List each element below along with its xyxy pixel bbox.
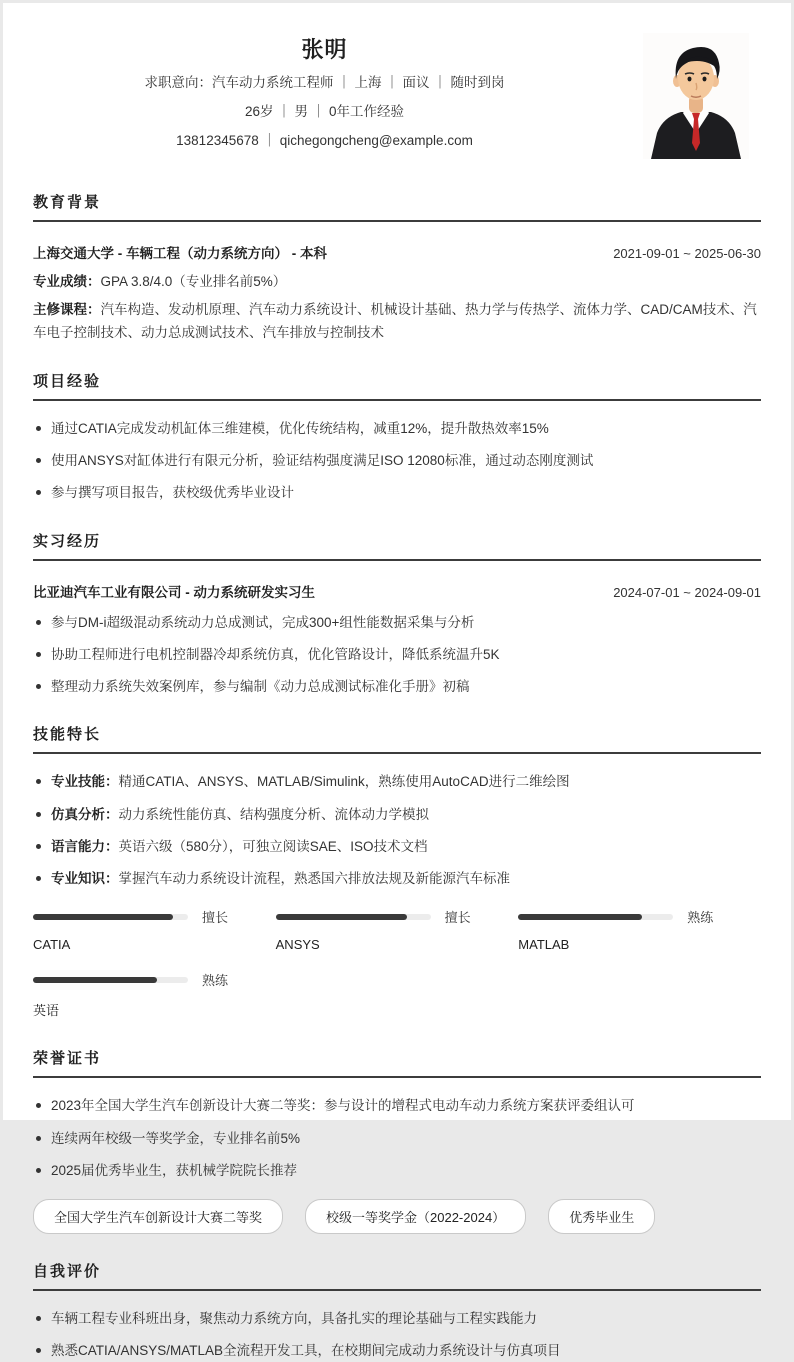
bar-fill	[33, 977, 157, 983]
contact-line: 13812345678 ｜ qichegongcheng@example.com	[176, 132, 473, 148]
profile-photo	[643, 33, 749, 159]
bar-fill	[518, 914, 642, 920]
section-education	[33, 191, 761, 344]
projects-title: 项目经验	[33, 370, 761, 401]
internship-bullet: 整理动力系统失效案例库，参与编制《动力总成测试标准化手册》初稿	[33, 677, 761, 697]
bar-skill-name: CATIA	[33, 937, 71, 953]
courses-value: 汽车构造、发动机原理、汽车动力系统设计、机械设计基础、热力学与传热学、流体力学、CAD/CAM技术、汽车电子控制技术、动力总成测试技术、汽车排放与控制技术	[33, 302, 757, 340]
skill-bullet: 专业技能：精通CATIA、ANSYS、MATLAB/Simulink，熟练使用AutoCAD进行二维绘图	[33, 772, 761, 792]
education-title: 教育背景	[33, 191, 761, 222]
honors-title: 荣誉证书	[33, 1047, 761, 1078]
bar-level-label: 熟练	[202, 973, 229, 989]
section-skills	[33, 723, 761, 1037]
honor-tag: 全国大学生汽车创新设计大赛二等奖	[33, 1199, 283, 1234]
section-internship	[33, 530, 761, 698]
skill-bar-catia	[33, 907, 276, 952]
education-gpa-line	[33, 271, 761, 293]
project-bullet: 通过CATIA完成发动机缸体三维建模，优化传统结构，减重12%，提升散热效率15%	[33, 419, 761, 439]
internship-date-range: 2024-07-01 ~ 2024-09-01	[613, 584, 761, 600]
self-evaluation-bullet: 车辆工程专业科班出身，聚焦动力系统方向，具备扎实的理论基础与工程实践能力	[33, 1309, 761, 1329]
internship-bullet: 参与DM-i超级混动系统动力总成测试，完成300+组性能数据采集与分析	[33, 613, 761, 633]
skill-bar-ansys	[276, 907, 519, 952]
education-date-range: 2021-09-01 ~ 2025-06-30	[613, 246, 761, 261]
candidate-name: 张明	[301, 37, 348, 62]
courses-label: 主修课程：	[33, 302, 101, 318]
gpa-label: 专业成绩：	[33, 274, 101, 289]
honor-bullet: 连续两年校级一等奖学金，专业排名前5%	[33, 1129, 761, 1149]
honor-bullet: 2025届优秀毕业生，获机械学院院长推荐	[33, 1161, 761, 1181]
gpa-value: GPA 3.8/4.0（专业排名前5%）	[100, 274, 287, 289]
skill-bars	[33, 907, 761, 1037]
bar-track	[518, 914, 673, 920]
job-intention-line: 求职意向：汽车动力系统工程师 ｜ 上海 ｜ 面议 ｜ 随时到岗	[144, 75, 505, 90]
education-school-degree: 上海交通大学 - 车辆工程（动力系统方向） - 本科	[33, 246, 327, 261]
resume-header	[33, 33, 761, 165]
skill-bar-matlab	[518, 907, 761, 952]
bar-level-label: 熟练	[687, 910, 714, 926]
honor-tags	[33, 1199, 761, 1234]
honor-bullet: 2023年全国大学生汽车创新设计大赛二等奖：参与设计的增程式电动车动力系统方案获评委组认可	[33, 1096, 761, 1116]
bar-skill-name: MATLAB	[518, 937, 570, 953]
self-evaluation-title: 自我评价	[33, 1260, 761, 1291]
bar-track	[33, 914, 188, 920]
bar-track	[33, 977, 188, 983]
skill-bullet: 仿真分析：动力系统性能仿真、结构强度分析、流体动力学模拟	[33, 805, 761, 825]
bar-skill-name: ANSYS	[275, 937, 320, 953]
skill-bullet: 专业知识：掌握汽车动力系统设计流程，熟悉国六排放法规及新能源汽车标准	[33, 869, 761, 889]
honor-tag: 优秀毕业生	[548, 1199, 655, 1234]
section-self-evaluation	[33, 1260, 761, 1362]
section-projects	[33, 370, 761, 504]
project-bullet: 参与撰写项目报告，获校级优秀毕业设计	[33, 483, 761, 503]
skill-bar-english	[33, 970, 276, 1019]
project-bullet: 使用ANSYS对缸体进行有限元分析，验证结构强度满足ISO 12080标准，通过动态刚度测试	[33, 451, 761, 471]
bar-level-label: 擅长	[444, 910, 471, 926]
honor-tag: 校级一等奖学金（2022-2024）	[305, 1199, 526, 1234]
bar-level-label: 擅长	[202, 910, 229, 926]
skills-title: 技能特长	[33, 723, 761, 754]
self-evaluation-bullet: 熟悉CATIA/ANSYS/MATLAB全流程开发工具，在校期间完成动力系统设计与仿真项目	[33, 1341, 761, 1361]
internship-bullet: 协助工程师进行电机控制器冷却系统仿真，优化管路设计，降低系统温升5K	[33, 645, 761, 665]
section-honors	[33, 1047, 761, 1234]
portrait-illustration	[643, 33, 749, 159]
bar-track	[276, 914, 431, 920]
resume-page	[3, 3, 791, 1359]
bar-fill	[33, 914, 173, 920]
personal-info-line: 26岁 ｜ 男 ｜ 0年工作经验	[244, 103, 405, 119]
skill-bullet: 语言能力：英语六级（580分），可独立阅读SAE、ISO技术文档	[33, 837, 761, 857]
bar-fill	[276, 914, 408, 920]
education-courses-line	[33, 299, 761, 344]
internship-title: 实习经历	[33, 530, 761, 561]
internship-company-role: 比亚迪汽车工业有限公司 - 动力系统研发实习生	[33, 584, 315, 600]
bar-skill-name: 英语	[33, 1003, 60, 1019]
